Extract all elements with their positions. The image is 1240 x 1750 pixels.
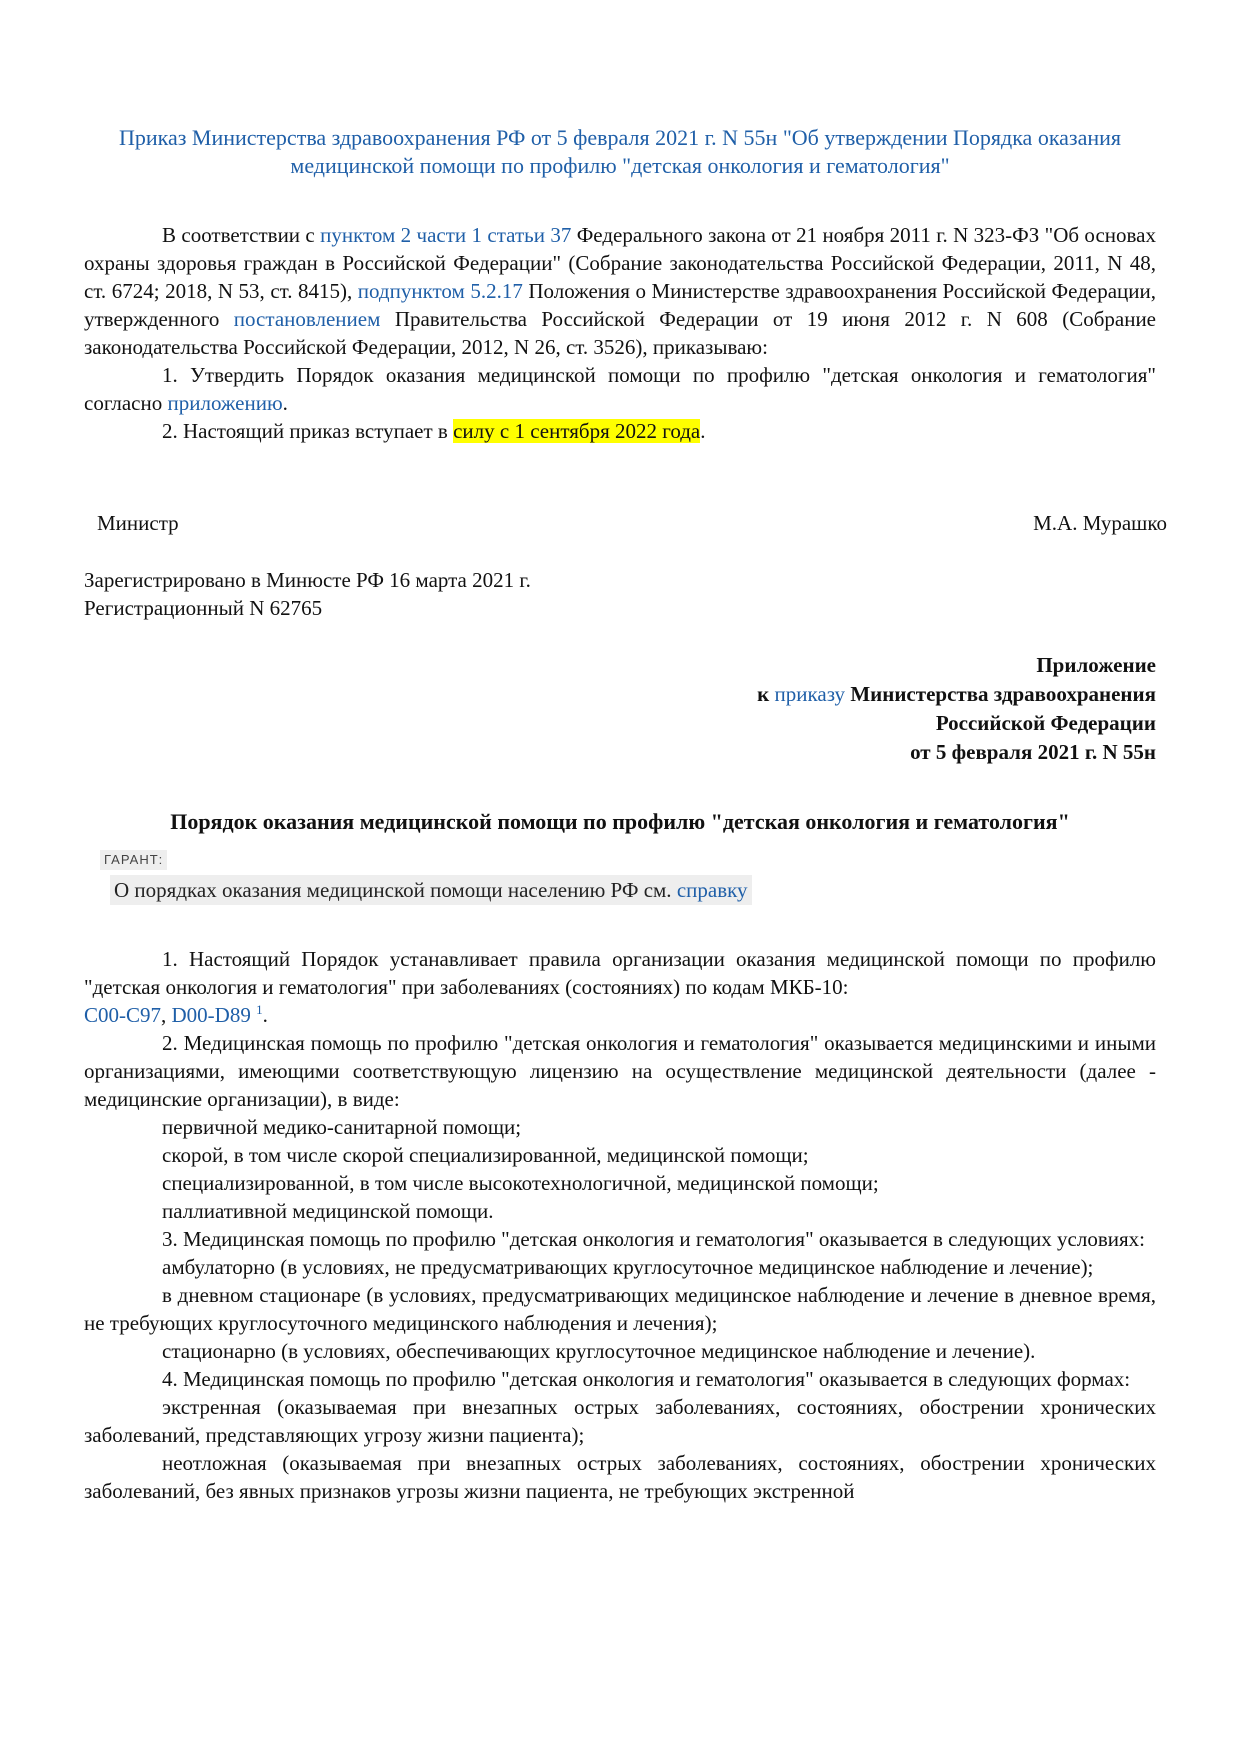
list-item: стационарно (в условиях, обеспечивающих круглосуточное медицинское наблюдение и лечение).: [162, 1339, 1036, 1363]
appendix-date: от 5 февраля 2021 г. N 55н: [910, 740, 1156, 764]
order-item-1: [84, 361, 1156, 417]
list-item: специализированной, в том числе высокотехнологичной, медицинской помощи;: [162, 1171, 879, 1195]
list-item: первичной медико-санитарной помощи;: [162, 1115, 522, 1139]
text: Положения о Министерстве здравоохранения Российской Федерации, утвержденного: [84, 279, 1156, 331]
icd-link[interactable]: C00-C97: [84, 1003, 162, 1027]
signature-position: Министр: [97, 511, 179, 535]
text: .: [262, 1003, 268, 1027]
list-item: скорой, в том числе скорой специализированной, медицинской помощи;: [162, 1143, 809, 1167]
reference-link[interactable]: справку: [676, 878, 748, 902]
text: Министерства здравоохранения: [845, 682, 1156, 706]
registration-number: Регистрационный N 62765: [84, 596, 323, 620]
appendix-title: Приложение: [1036, 653, 1156, 677]
text: 2. Настоящий приказ вступает в: [162, 419, 454, 443]
preamble-paragraph: [84, 221, 1156, 361]
appendix-line: [757, 680, 1156, 709]
icd-link[interactable]: D00-D89: [171, 1003, 251, 1027]
registration-line: Зарегистрировано в Минюсте РФ 16 марта 2021 г.: [84, 568, 531, 592]
list-item: экстренная (оказываемая при внезапных острых заболеваниях, состояниях, обострении хронических заболеваний, представляющих угрозу жизни пациента);: [84, 1395, 1156, 1447]
law-link[interactable]: пунктом 2 части 1 статьи 37: [320, 223, 572, 247]
clause-2: 2. Медицинская помощь по профилю "детская онкология и гематология" оказывается медицинскими и иными организациями, имеющими соответствующую лицензию на осуществление медицинской деятельности (далее - медицинские организации), в виде:: [84, 1031, 1156, 1111]
footnote-link[interactable]: 1: [256, 1002, 263, 1017]
list-item: паллиативной медицинской помощи.: [162, 1199, 494, 1223]
text: .: [282, 391, 288, 415]
highlighted-date: силу с 1 сентября 2022 года: [453, 419, 701, 443]
list-item: в дневном стационаре (в условиях, предусматривающих медицинское наблюдение и лечение в дневное время, не требующих круглосуточного медицинского наблюдения и лечения);: [84, 1283, 1156, 1335]
appendix-header: [757, 651, 1156, 767]
list-item: амбулаторно (в условиях, не предусматривающих круглосуточное медицинское наблюдение и лечение);: [162, 1255, 1094, 1279]
preamble: [84, 221, 1156, 445]
clause-1: [84, 945, 1156, 1029]
text: Федерального закона от 21 ноября 2011 г. N 323-ФЗ "Об основах охраны здоровья граждан в Российской Федерации" (Собрание законодательства Российской Федерации, 2011, N 48, ст. 6724; 2018, N 53, ст. 8415),: [84, 223, 1156, 303]
appendix-line: Российской Федерации: [935, 711, 1156, 735]
appendix-link[interactable]: приложению: [167, 391, 283, 415]
registration: [84, 566, 531, 622]
text: .: [700, 419, 706, 443]
procedure-body: [84, 945, 1156, 1505]
text: 1. Утвердить Порядок оказания медицинской помощи по профилю "детская онкология и гематология" согласно: [84, 363, 1156, 415]
text: О порядках оказания медицинской помощи населению РФ см.: [114, 878, 677, 902]
text: В соответствии с: [162, 223, 321, 247]
garant-note: [110, 875, 752, 905]
order-link[interactable]: приказу: [774, 682, 846, 706]
garant-label: ГАРАНТ:: [100, 850, 167, 870]
subpoint-link[interactable]: подпунктом 5.2.17: [357, 279, 523, 303]
list-item: неотложная (оказываемая при внезапных острых заболеваниях, состояниях, обострении хронических заболеваний, без явных признаков угрозы жизни пациента, не требующих экстренной: [84, 1451, 1156, 1503]
clause-3: 3. Медицинская помощь по профилю "детская онкология и гематология" оказывается в следующих условиях:: [162, 1227, 1145, 1251]
decree-link[interactable]: постановлением: [233, 307, 381, 331]
text: 1. Настоящий Порядок устанавливает правила организации оказания медицинской помощи по профилю "детская онкология и гематология" при заболеваниях (состояниях) по кодам МКБ-10:: [84, 947, 1156, 999]
text: к: [757, 682, 775, 706]
document-title[interactable]: Приказ Министерства здравоохранения РФ от 5 февраля 2021 г. N 55н "Об утверждении Порядка оказания медицинской помощи по профилю "детская онкология и гематология": [118, 125, 1122, 178]
text: Правительства Российской Федерации от 19 июня 2012 г. N 608 (Собрание законодательства Российской Федерации, 2012, N 26, ст. 3526), приказываю:: [84, 307, 1156, 359]
order-item-2: [84, 417, 1156, 445]
procedure-heading: Порядок оказания медицинской помощи по профилю "детская онкология и гематология": [170, 809, 1070, 834]
text: ,: [161, 1003, 172, 1027]
signature-name: М.А. Мурашко: [1033, 511, 1167, 535]
clause-4: 4. Медицинская помощь по профилю "детская онкология и гематология" оказывается в следующих формах:: [162, 1367, 1131, 1391]
